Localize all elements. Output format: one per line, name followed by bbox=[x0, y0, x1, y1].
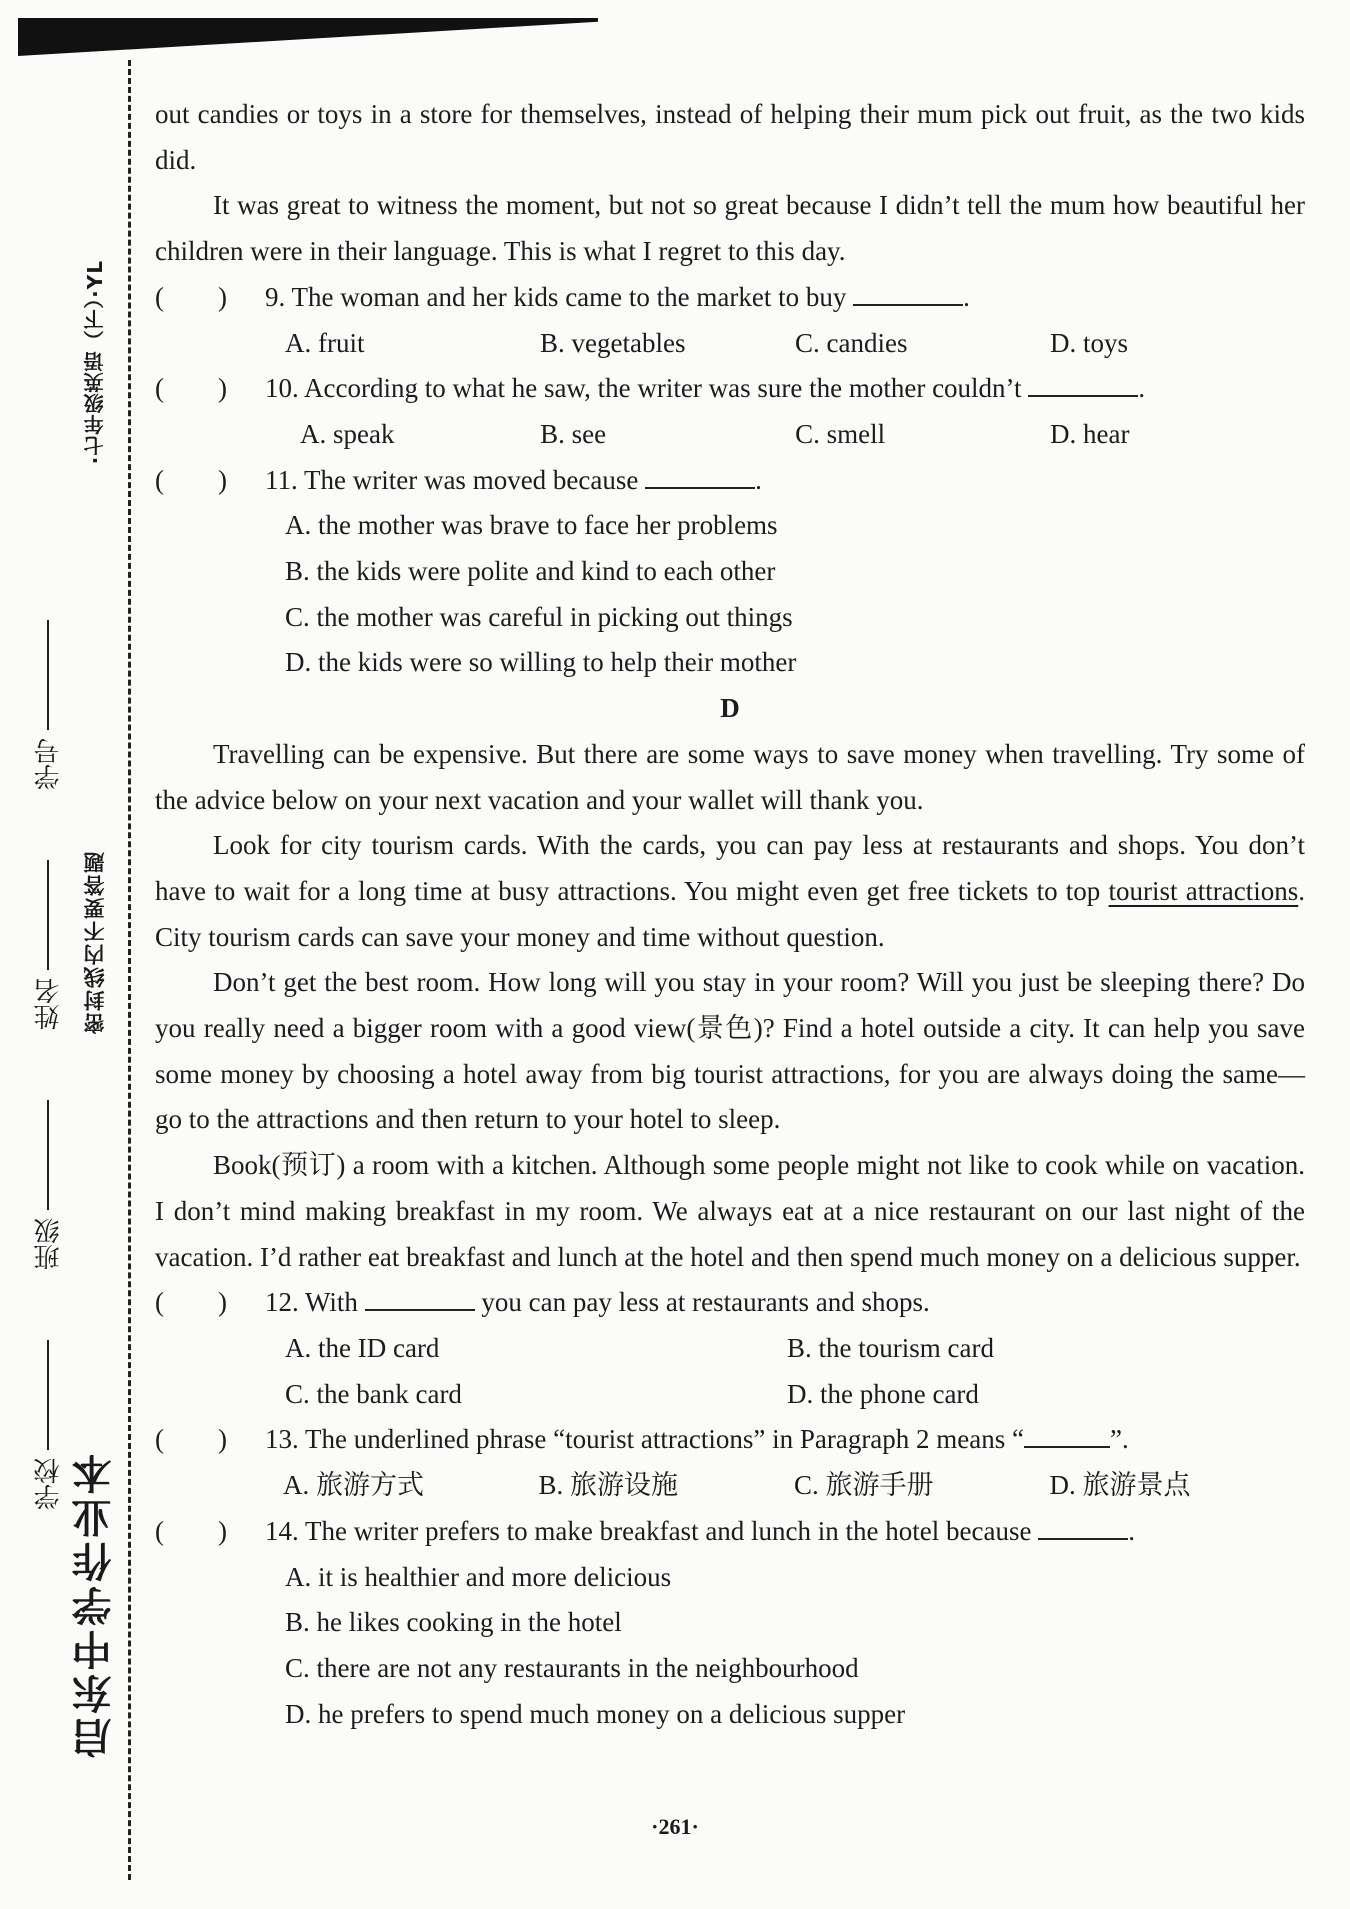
question-9: ( ) 9. The woman and her kids came to the market to buy . A. fruit B. vegetables C. candies D. toys bbox=[155, 275, 1305, 366]
student-number-field: 学号 bbox=[30, 620, 67, 790]
seal-notice: 密封线内不要答题 bbox=[83, 850, 107, 1034]
passage-d-paragraph: Look for city tourism cards. With the cards, you can pay less at restaurants and shops. You don’t have to wait for a long time at busy attractions. You might even get free tickets to top tourist attractions. City tourism cards can save your money and time without question. bbox=[155, 830, 1305, 952]
answer-paren[interactable]: ( ) bbox=[155, 281, 227, 312]
option-b: B. vegetables bbox=[540, 327, 686, 358]
option-d: D. 旅游景点 bbox=[1049, 1470, 1191, 1501]
option-a: A. speak bbox=[300, 418, 395, 449]
option-a: A. 旅游方式 bbox=[283, 1470, 424, 1501]
option-d: D. hear bbox=[1050, 418, 1130, 449]
answer-blank[interactable] bbox=[1024, 1424, 1110, 1448]
option-b: B. 旅游设施 bbox=[538, 1470, 679, 1501]
answer-blank[interactable] bbox=[1038, 1516, 1128, 1540]
passage-d-paragraph: Travelling can be expensive. But there are some ways to save money when travelling. Try some of the advice below on your next vacation and your wallet will thank you. bbox=[155, 738, 1305, 815]
seal-line bbox=[128, 60, 131, 1880]
passage-c-paragraph: It was great to witness the moment, but not so great because I didn’t tell the mum how beautiful her children were in their language. This is what I regret to this day. bbox=[155, 190, 1305, 267]
option-a: A. the mother was brave to face her problems bbox=[285, 510, 778, 541]
option-d: D. he prefers to spend much money on a delicious supper bbox=[285, 1698, 906, 1729]
answer-paren[interactable]: ( ) bbox=[155, 464, 227, 495]
passage-d-paragraph: Book(预订) a room with a kitchen. Although some people might not like to cook while on vacation. I don’t mind making breakfast in my room. We always eat at a nice restaurant on our last night of the vacation. I’d rather eat breakfast and lunch at the hotel and then spend much money on a delicious supper. bbox=[155, 1150, 1305, 1272]
question-13: ( ) 13. The underlined phrase “tourist attractions” in Paragraph 2 means “ ”. A. 旅游方式 B. 旅游设施 C. 旅游手册 D. 旅游景点 bbox=[155, 1417, 1305, 1508]
answer-paren[interactable]: ( ) bbox=[155, 1287, 227, 1318]
option-c: C. the bank card bbox=[285, 1378, 462, 1409]
question-10: ( ) 10. According to what he saw, the writer was sure the mother couldn’t . A. speak B. see C. smell D. hear bbox=[155, 366, 1305, 457]
worksheet-content bbox=[155, 92, 1305, 1737]
option-b: B. see bbox=[540, 418, 607, 449]
option-d: D. the kids were so willing to help their mother bbox=[285, 647, 797, 678]
option-c: C. smell bbox=[795, 418, 886, 449]
option-a: A. the ID card bbox=[285, 1332, 440, 1363]
option-b: B. the tourism card bbox=[787, 1332, 994, 1363]
answer-paren[interactable]: ( ) bbox=[155, 373, 227, 404]
header-band bbox=[18, 18, 598, 56]
page-number: ·261· bbox=[651, 1814, 699, 1839]
name-field: 姓名 bbox=[30, 860, 67, 1030]
answer-blank[interactable] bbox=[1028, 373, 1138, 397]
option-b: B. the kids were polite and kind to each other bbox=[285, 556, 776, 587]
option-c: C. the mother was careful in picking out things bbox=[285, 601, 793, 632]
option-c: C. candies bbox=[795, 327, 908, 358]
answer-paren[interactable]: ( ) bbox=[155, 1515, 227, 1546]
school-field: 学校 bbox=[30, 1340, 67, 1510]
class-field: 班级 bbox=[30, 1100, 67, 1270]
section-heading: D bbox=[720, 693, 740, 724]
option-b: B. he likes cooking in the hotel bbox=[285, 1607, 622, 1638]
answer-blank[interactable] bbox=[365, 1287, 475, 1311]
answer-blank[interactable] bbox=[853, 282, 963, 306]
question-11: ( ) 11. The writer was moved because . A. the mother was brave to face her problems B. the kids were polite and kind to each other C. the mother was careful in picking out things D. the kids were so willing to help their mother bbox=[155, 458, 1305, 687]
option-c: C. 旅游手册 bbox=[794, 1470, 934, 1501]
question-14: ( ) 14. The writer prefers to make breakfast and lunch in the hotel because . A. it is healthier and more delicious B. he likes cooking in the hotel C. there are not any restaurants in the neighbourhood D. he prefers to spend much money on a delicious supper bbox=[155, 1509, 1305, 1738]
question-12: ( ) 12. With you can pay less at restaurants and shops. A. the ID card B. the tourism card C. the bank card D. the phone card bbox=[155, 1280, 1305, 1417]
binding-margin bbox=[0, 60, 150, 1880]
option-a: A. fruit bbox=[285, 327, 365, 358]
option-a: A. it is healthier and more delicious bbox=[285, 1561, 672, 1592]
option-d: D. toys bbox=[1050, 327, 1129, 358]
answer-blank[interactable] bbox=[645, 465, 755, 489]
passage-c-paragraph: out candies or toys in a store for themselves, instead of helping their mum pick out fruit, as the two kids did. bbox=[155, 99, 1305, 175]
course-label: ·七年级英语（下）·YL bbox=[83, 260, 107, 465]
brand-title: 启东中学作业本 bbox=[72, 1450, 118, 1758]
answer-paren[interactable]: ( ) bbox=[155, 1424, 227, 1455]
option-c: C. there are not any restaurants in the neighbourhood bbox=[285, 1652, 859, 1683]
passage-d-paragraph: Don’t get the best room. How long will you stay in your room? Will you just be sleeping there? Do you really need a bigger room with a good view(景色)? Find a hotel outside a city. It can help you save some money by choosing a hotel away from big tourist attractions, for you are always doing the same—go to the attractions and then return to your hotel to sleep. bbox=[155, 967, 1305, 1135]
underlined-phrase: tourist attractions bbox=[1108, 875, 1299, 906]
option-d: D. the phone card bbox=[787, 1378, 979, 1409]
